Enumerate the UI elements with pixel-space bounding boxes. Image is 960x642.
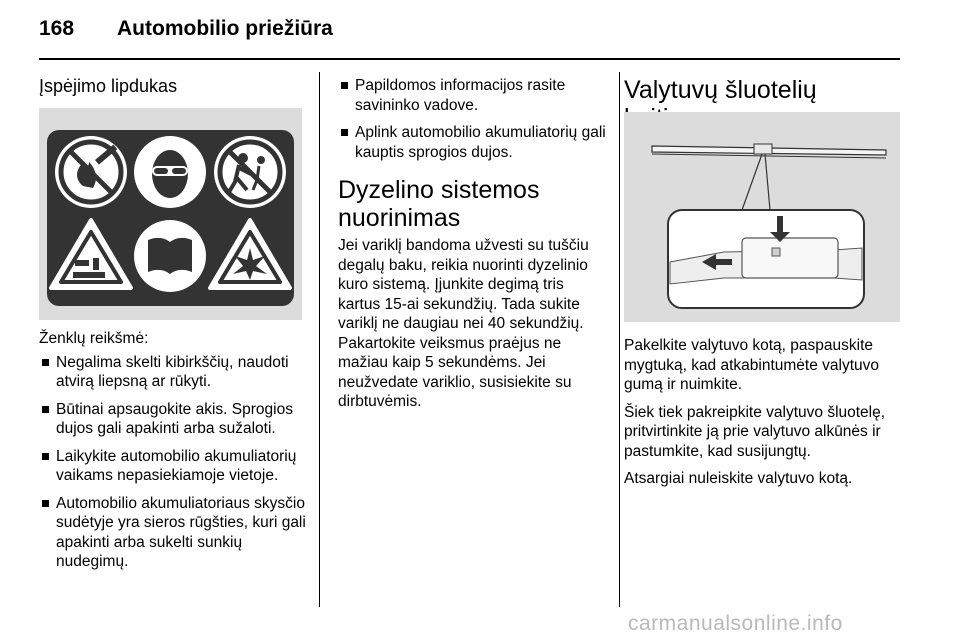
header-rule [39,58,900,60]
battery-notes-list [338,76,606,162]
no-fire-icon [55,136,127,208]
wiper-step-3: Atsargiai nuleiskite valytuvo kotą. [624,470,853,487]
list-item: Būtinai apsaugokite akis. Sprogios dujos gali apakinti arba sužaloti. [39,400,307,439]
bullet-square-icon [42,500,49,507]
warning-label-figure [39,108,302,320]
wiper-blade-diagram [624,112,900,322]
wiper-figure [624,112,900,322]
warning-signs-list [39,353,307,572]
wiper-step-2: Šiek tiek pakreipkite valytuvo šluotelę, pritvirtinkite ją prie valytuvo alkūnės ir pastumkite, kad susijungtų. [624,403,886,460]
page-number: 168 [39,17,75,40]
diesel-bleeding-body: Jei variklį bandoma užvesti su tuščiu degalų baku, reikia nuorinti dyzelinio kuro sistemą. Įjunkite degimą tris kartus 15-ai sekundžių. Tada sukite variklį ne daugiau nei 40 sekundžių. Pakartokite veiksmus praėjus ne mažiau kaip 5 sekundėms. Jei neužvedate variklio, susisiekite su dirbtuvėmis. [338,237,589,410]
bullet-square-icon [341,82,348,89]
wiper-step-1: Pakelkite valytuvo kotą, paspauskite mygtuką, kad atkabintumėte valytuvo gumą ir nuimkite. [624,337,880,393]
watermark: carmanualsonline.info [628,612,843,635]
bullet-square-icon [42,406,49,413]
bullet-square-icon [341,129,348,136]
warning-label-sticker [39,108,302,320]
left-column [39,77,307,97]
section-heading-wiper-blades: Valytuvų šluotelių [624,76,817,104]
column-divider-left [319,72,320,607]
bullet-square-icon [42,453,49,460]
list-item: Aplink automobilio akumuliatorių gali kauptis sprogios dujos. [338,123,606,162]
section-heading-warning-label: Įspėjimo lipdukas [39,76,178,96]
page-title: Automobilio priežiūra [117,17,333,40]
list-item: Negalima skelti kibirkščių, naudoti atvirą liepsną ar rūkyti. [39,353,307,392]
left-column-text [39,329,307,580]
keep-children-away-icon [214,136,286,208]
eye-protection-icon [134,136,206,208]
list-item: Laikykite automobilio akumuliatorių vaikams nepasiekiamoje vietoje. [39,447,307,486]
list-item: Automobilio akumuliatoriaus skysčio sudėtyje yra sieros rūgšties, kuri gali apakinti arba sukelti sunkių nudegimų. [39,494,307,572]
column-divider-right [619,72,620,607]
list-item: Papildomos informacijos rasite savininko vadove. [338,76,606,115]
bullet-square-icon [42,359,49,366]
read-manual-icon [134,220,206,292]
signs-meaning-label: Ženklų reikšmė: [39,330,149,347]
section-heading-diesel-bleeding: Dyzelino sistemos nuorinimas [338,176,540,232]
middle-column [338,76,606,412]
right-column-text [624,336,908,489]
